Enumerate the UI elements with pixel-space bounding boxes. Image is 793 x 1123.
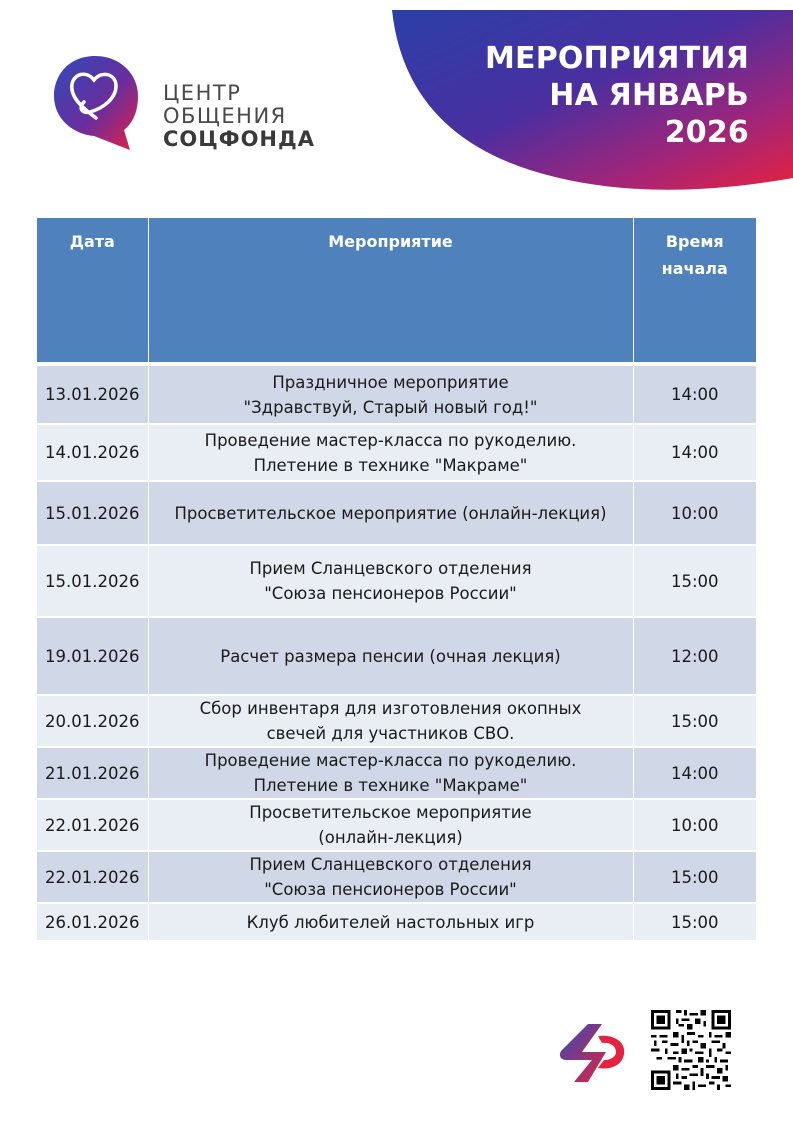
event-start-time: 12:00 bbox=[633, 617, 756, 695]
event-start-time: 15:00 bbox=[633, 695, 756, 747]
event-start-time: 14:00 bbox=[633, 424, 756, 481]
event-name-line: Прием Сланцевского отделения bbox=[249, 559, 532, 578]
qr-code-icon[interactable] bbox=[651, 1010, 731, 1090]
table-row bbox=[37, 851, 756, 903]
event-name-line: "Союза пенсионеров России" bbox=[264, 880, 517, 899]
table-header-row bbox=[37, 218, 756, 364]
logo-line-1: ЦЕНТР bbox=[163, 81, 242, 105]
event-name-line: Просветительское мероприятие bbox=[249, 803, 532, 822]
event-name-line: свечей для участников СВО. bbox=[266, 724, 515, 743]
events-table bbox=[37, 218, 756, 942]
event-name-line: Проведение мастер-класса по рукоделию. bbox=[204, 751, 577, 770]
event-name bbox=[148, 545, 633, 617]
column-header-date: Дата bbox=[37, 218, 148, 364]
table-body bbox=[37, 364, 756, 941]
event-name-line: "Здравствуй, Старый новый год!" bbox=[243, 397, 538, 417]
event-name-line: Расчет размера пенсии (очная лекция) bbox=[220, 646, 561, 666]
event-name-line: Праздничное мероприятие bbox=[272, 372, 509, 392]
table-row bbox=[37, 545, 756, 617]
column-header-time-line-2: начала bbox=[661, 259, 728, 278]
event-name-line: (онлайн-лекция) bbox=[318, 828, 463, 847]
table-row bbox=[37, 747, 756, 799]
event-name-line: Прием Сланцевского отделения bbox=[249, 855, 532, 874]
event-date: 20.01.2026 bbox=[37, 695, 148, 747]
event-name bbox=[148, 799, 633, 851]
event-name-line: Плетение в технике "Макраме" bbox=[253, 455, 528, 475]
event-name-line: Сбор инвентаря для изготовления окопных bbox=[199, 699, 582, 718]
table-row bbox=[37, 481, 756, 545]
event-date: 15.01.2026 bbox=[37, 481, 148, 545]
page-title-line-2: НА ЯНВАРЬ bbox=[549, 78, 749, 113]
page-title bbox=[419, 40, 749, 151]
column-header-time-line-1: Время bbox=[665, 232, 724, 251]
table-row bbox=[37, 617, 756, 695]
event-name-line: Просветительское мероприятие (онлайн-лекция) bbox=[174, 503, 607, 523]
event-name bbox=[148, 481, 633, 545]
event-date: 22.01.2026 bbox=[37, 851, 148, 903]
event-name-line: Плетение в технике "Макраме" bbox=[253, 776, 528, 795]
table-row bbox=[37, 695, 756, 747]
event-date: 15.01.2026 bbox=[37, 545, 148, 617]
event-start-time: 15:00 bbox=[633, 851, 756, 903]
sfr-logo-icon bbox=[558, 1022, 626, 1084]
page-title-line-3: 2026 bbox=[664, 115, 749, 150]
event-name bbox=[148, 851, 633, 903]
table-row bbox=[37, 364, 756, 424]
event-name bbox=[148, 424, 633, 481]
event-date: 14.01.2026 bbox=[37, 424, 148, 481]
page-title-line-1: МЕРОПРИЯТИЯ bbox=[484, 41, 749, 76]
event-date: 13.01.2026 bbox=[37, 364, 148, 424]
event-date: 22.01.2026 bbox=[37, 799, 148, 851]
event-start-time: 10:00 bbox=[633, 799, 756, 851]
socfond-heart-logo-icon bbox=[52, 52, 138, 152]
event-name bbox=[148, 364, 633, 424]
event-start-time: 14:00 bbox=[633, 747, 756, 799]
column-header-event: Мероприятие bbox=[148, 218, 633, 364]
event-start-time: 15:00 bbox=[633, 545, 756, 617]
logo-line-2: ОБЩЕНИЯ bbox=[163, 104, 287, 128]
table-row bbox=[37, 799, 756, 851]
event-start-time: 14:00 bbox=[633, 364, 756, 424]
column-header-time bbox=[633, 218, 756, 364]
event-name bbox=[148, 903, 633, 941]
event-date: 26.01.2026 bbox=[37, 903, 148, 941]
event-date: 19.01.2026 bbox=[37, 617, 148, 695]
event-name bbox=[148, 617, 633, 695]
table-row bbox=[37, 903, 756, 941]
event-start-time: 10:00 bbox=[633, 481, 756, 545]
event-name-line: Проведение мастер-класса по рукоделию. bbox=[204, 430, 577, 450]
logo-wordmark bbox=[163, 82, 315, 151]
event-name bbox=[148, 695, 633, 747]
event-date: 21.01.2026 bbox=[37, 747, 148, 799]
logo-line-3: СОЦФОНДА bbox=[163, 127, 315, 151]
event-name bbox=[148, 747, 633, 799]
event-name-line: "Союза пенсионеров России" bbox=[264, 584, 517, 603]
event-start-time: 15:00 bbox=[633, 903, 756, 941]
event-name-line: Клуб любителей настольных игр bbox=[246, 912, 535, 932]
table-row bbox=[37, 424, 756, 481]
